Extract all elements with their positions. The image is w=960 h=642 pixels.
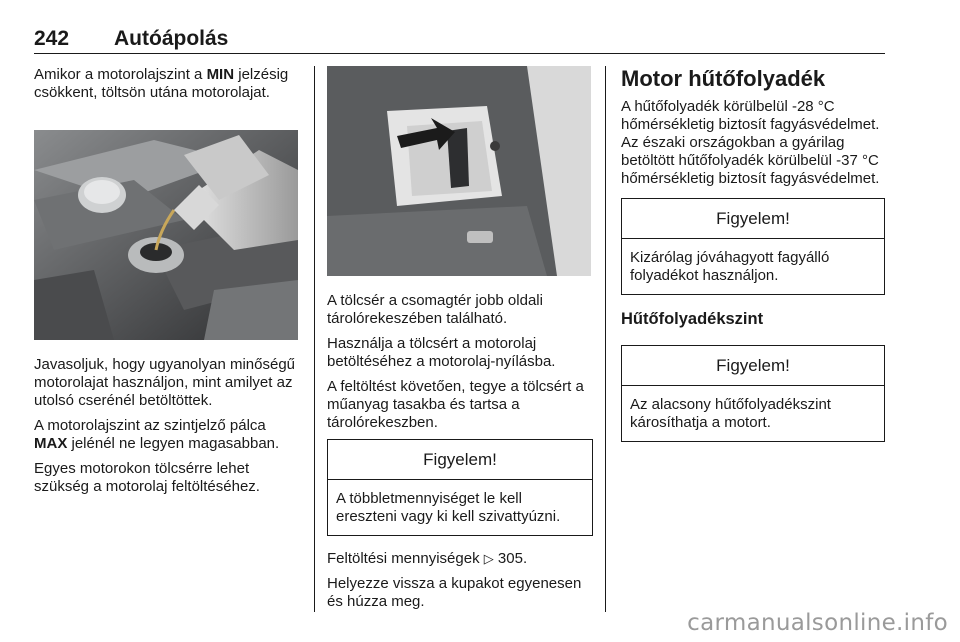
warning-box-coolant-level bbox=[621, 345, 885, 442]
intro-paragraph: Amikor a motorolajszint a MIN jelzésig csökkent, töltsön utána motorolajat. bbox=[34, 66, 289, 101]
funnel-use-paragraph: Használja a tölcsért a motorolaj betöltéséhez a motorolaj-nyílásba. bbox=[327, 335, 556, 370]
warning-title: Figyelem! bbox=[622, 199, 884, 239]
warning-title: Figyelem! bbox=[622, 346, 884, 386]
funnel-storage-illustration bbox=[327, 66, 591, 276]
section-title: Motor hűtőfolyadék bbox=[621, 66, 826, 91]
funnel-location-paragraph: A tölcsér a csomagtér jobb oldali tárolórekeszében található. bbox=[327, 292, 543, 327]
column-2 bbox=[327, 292, 593, 618]
column-1-lower bbox=[34, 356, 302, 503]
page-number: 242 bbox=[34, 27, 70, 50]
column-divider-1 bbox=[314, 66, 315, 612]
funnel-store-paragraph: A feltöltést követően, tegye a tölcsért a műanyag tasakba és tartsa a tárolórekeszben. bbox=[327, 378, 584, 431]
page-header bbox=[34, 27, 885, 54]
warning-text: A többletmennyiséget le kell ereszteni vagy ki kell szivattyúzni. bbox=[336, 490, 561, 525]
warning-title: Figyelem! bbox=[328, 440, 592, 480]
warning-text: Az alacsony hűtőfolyadékszint károsíthatja a motort. bbox=[630, 396, 831, 431]
chapter-title: Autóápolás bbox=[114, 27, 229, 50]
coolant-paragraph: A hűtőfolyadék körülbelül -28 °C hőmérsékletig biztosít fagyásvédelmet. Az északi országokban a gyárilag betöltött hűtőfolyadék körülbelül -37 °C hőmérsékletig biztosít fagyásvédelmet. bbox=[621, 98, 880, 187]
warning-box-excess bbox=[327, 439, 593, 536]
page-reference-link[interactable]: 305. bbox=[493, 550, 528, 567]
column-divider-2 bbox=[605, 66, 606, 612]
max-mark: MAX bbox=[34, 435, 68, 452]
cap-paragraph: Helyezze vissza a kupakot egyenesen és húzza meg. bbox=[327, 575, 582, 610]
max-paragraph: A motorolajszint az szintjelző pálca MAX jelénél ne legyen magasabban. bbox=[34, 417, 280, 452]
capacity-paragraph: Feltöltési mennyiségek ▷ 305. bbox=[327, 550, 528, 567]
funnel-paragraph: Egyes motorokon tölcsérre lehet szükség a motorolaj feltöltéséhez. bbox=[34, 460, 260, 495]
engine-oil-filling-illustration bbox=[34, 130, 298, 340]
warning-text: Kizárólag jóváhagyott fagyálló folyadékot használjon. bbox=[630, 249, 830, 284]
engine-illustration-svg bbox=[34, 130, 298, 340]
page-reference-icon: ▷ bbox=[483, 551, 494, 566]
column-3 bbox=[621, 66, 885, 442]
subsection-title: Hűtőfolyadékszint bbox=[621, 310, 764, 328]
column-1 bbox=[34, 66, 302, 109]
warning-box-antifreeze bbox=[621, 198, 885, 295]
watermark: carmanualsonline.info bbox=[687, 610, 948, 636]
recommendation-paragraph: Javasoljuk, hogy ugyanolyan minőségű motorolajat használjon, mint amilyet az utolsó cserénél betöltöttek. bbox=[34, 356, 295, 409]
min-mark: MIN bbox=[206, 66, 235, 83]
trunk-illustration-svg bbox=[327, 66, 591, 276]
